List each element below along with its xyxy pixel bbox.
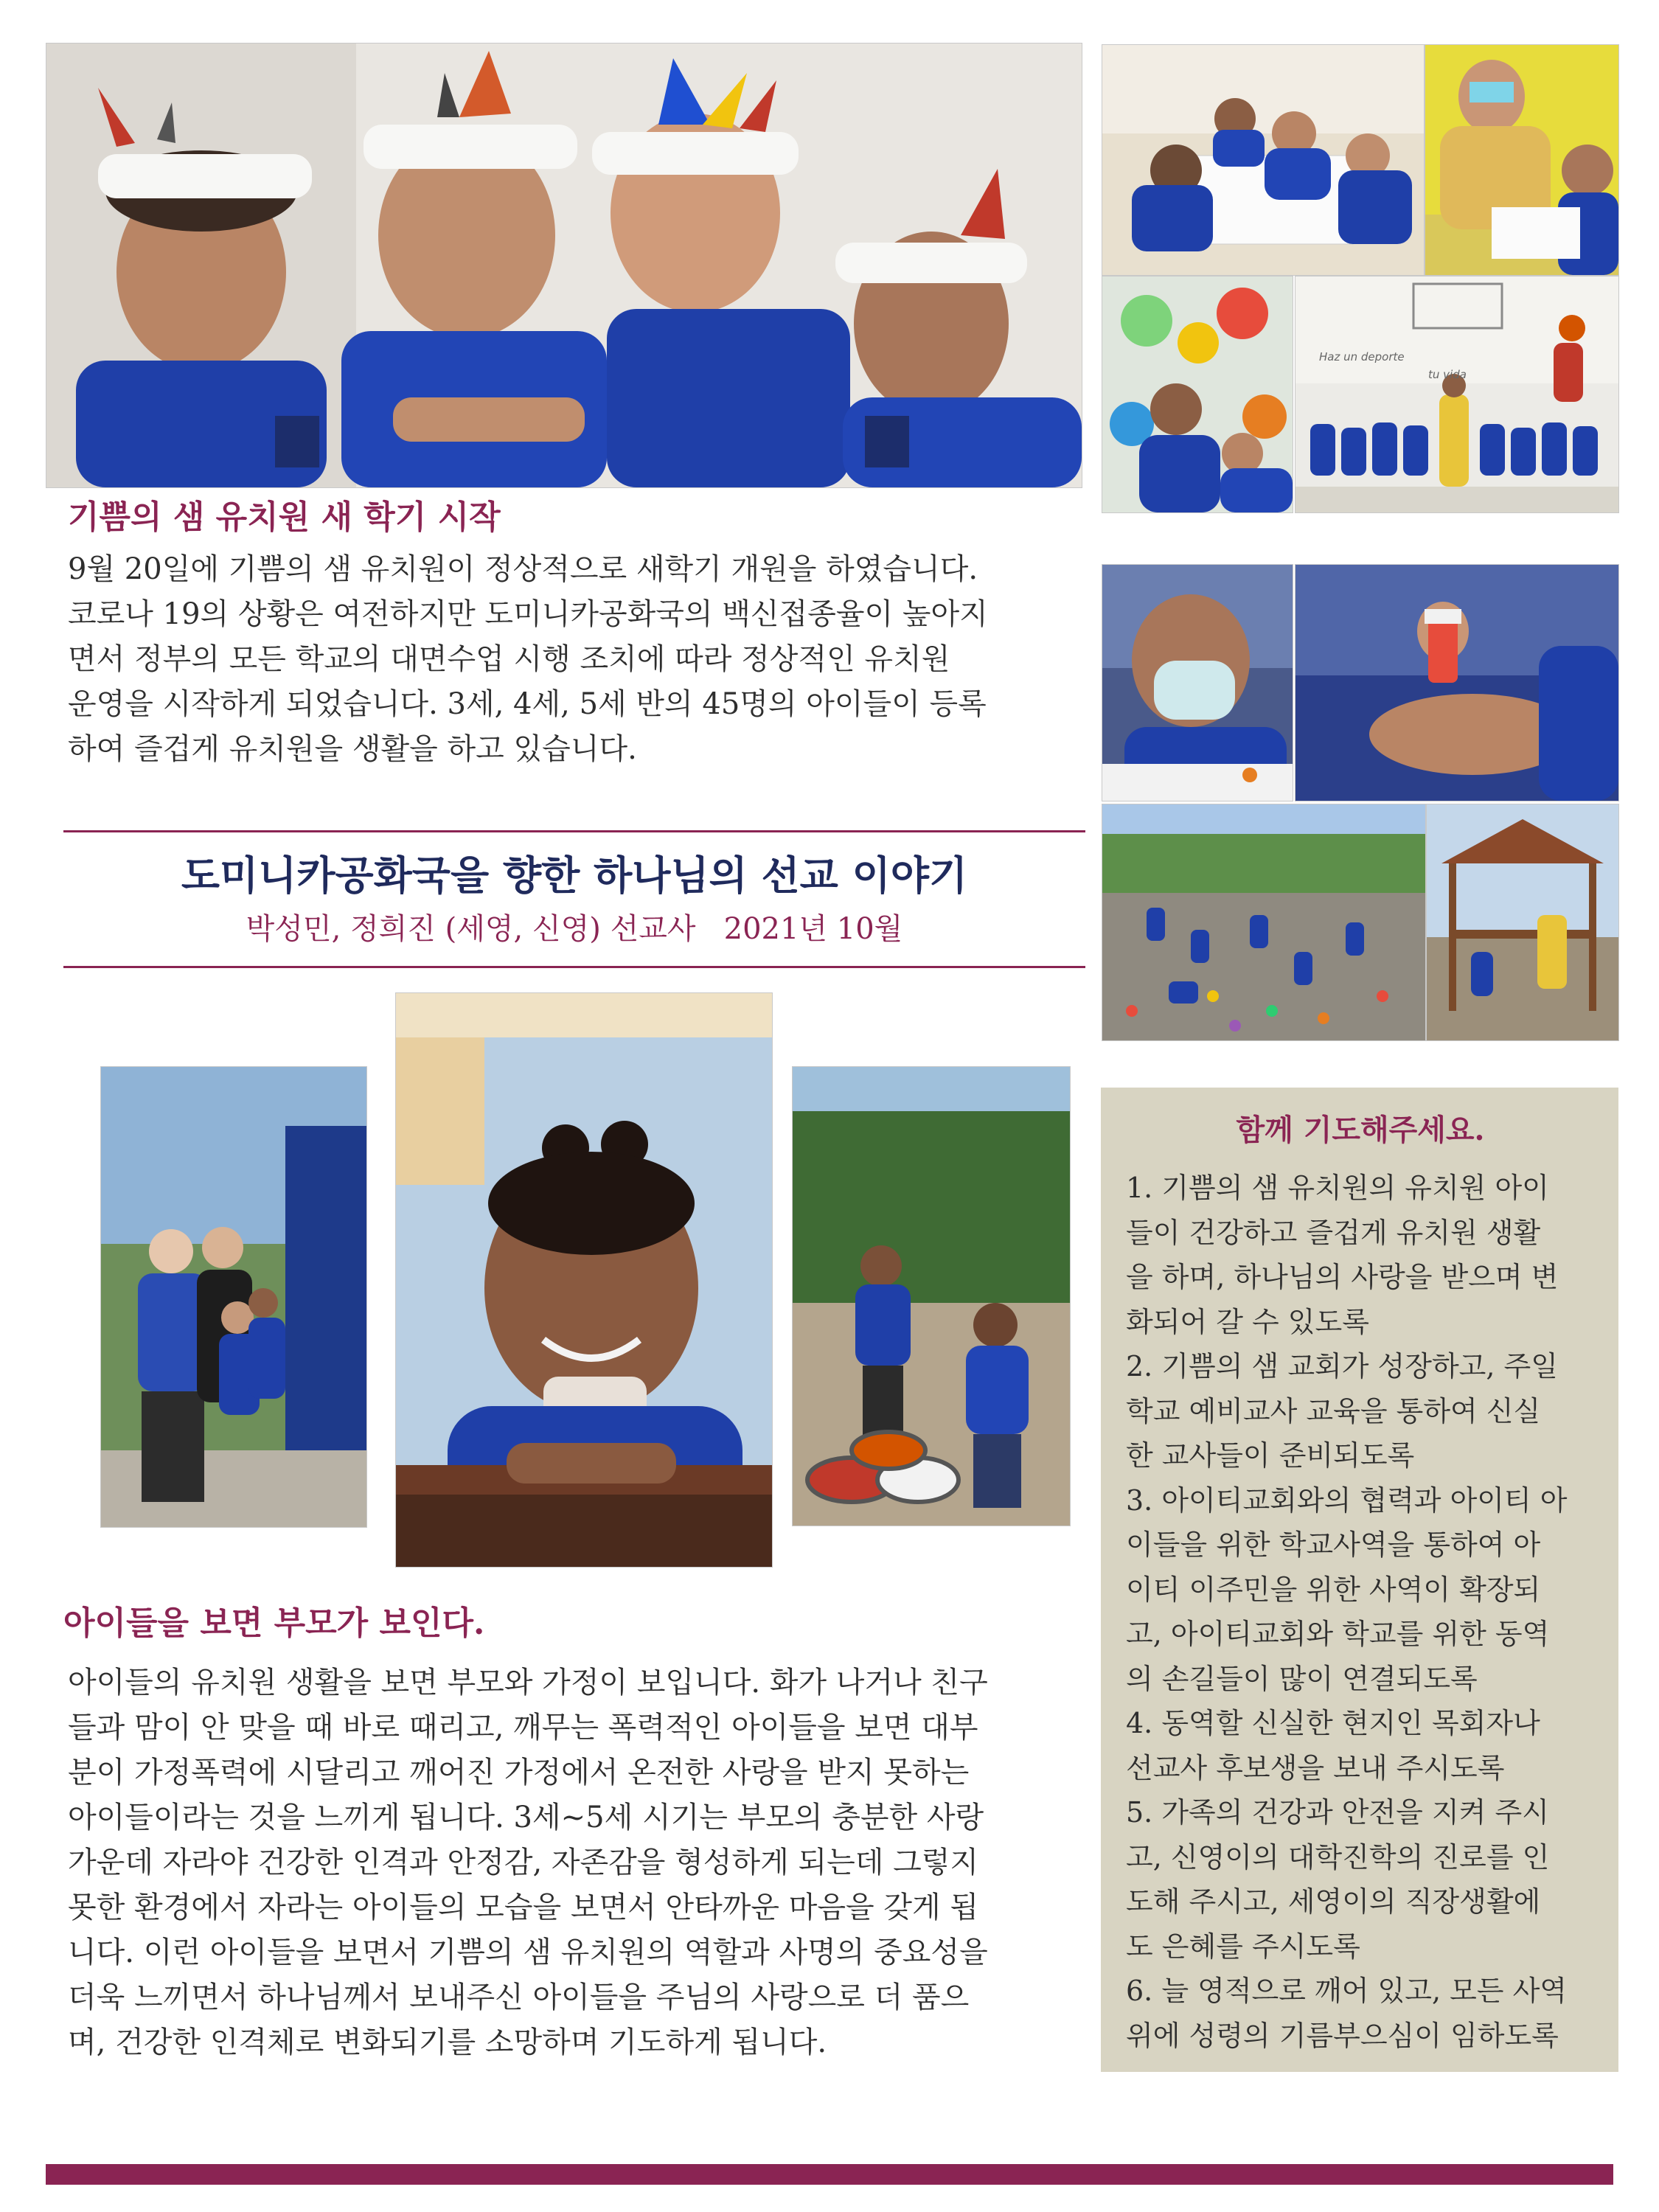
prayer-line: 이들을 위한 학교사역을 통하여 아 xyxy=(1126,1528,1541,1561)
prayer-line: 6. 늘 영적으로 깨어 있고, 모든 사역 xyxy=(1126,1975,1568,2007)
section1-line: 9월 20일에 기쁨의 샘 유치원이 정상적으로 새학기 개원을 하였습니다. xyxy=(68,552,978,586)
prayer-line: 4. 동역할 신실한 현지인 목회자나 xyxy=(1126,1707,1540,1739)
footer-accent-bar xyxy=(46,2164,1613,2185)
section1-body xyxy=(68,547,1085,772)
photo-kids-drawing-floor xyxy=(1102,44,1425,276)
prayer-line: 이티 이주민을 위한 사역이 확장되 xyxy=(1126,1573,1541,1606)
section1-line: 코로나 19의 상황은 여전하지만 도미니카공화국의 백신접종율이 높아지 xyxy=(68,597,988,631)
photo-playground-structure xyxy=(1426,804,1619,1041)
section2-heading: 아이들을 보면 부모가 보인다. xyxy=(63,1604,485,1642)
prayer-line: 고, 신영이의 대학진학의 진로를 인 xyxy=(1126,1840,1550,1874)
title-rule-bottom xyxy=(63,966,1085,968)
section1-line: 면서 정부의 모든 학교의 대면수업 시행 조치에 따라 정상적인 유치원 xyxy=(68,642,950,676)
prayer-line: 5. 가족의 건강과 안전을 지켜 주시 xyxy=(1126,1796,1549,1829)
photo-teachers-with-children xyxy=(100,1066,367,1528)
newsletter-byline: 박성민, 정희진 (세영, 신영) 선교사 2021년 10월 xyxy=(246,912,903,946)
prayer-line: 고, 아이티교회와 학교를 위한 동역 xyxy=(1126,1618,1550,1650)
wall-sign-line2: tu vida xyxy=(1428,368,1467,381)
photo-boy-mask-coloring xyxy=(1102,564,1293,801)
prayer-line: 들이 건강하고 즐겁게 유치원 생활 xyxy=(1126,1216,1541,1249)
section2-line: 아이들의 유치원 생활을 보면 부모와 가정이 보입니다. 화가 나거나 친구 xyxy=(68,1666,988,1700)
wall-sign-line1: Haz un deporte xyxy=(1319,350,1405,364)
prayer-line: 도해 주시고, 세영이의 직장생활에 xyxy=(1126,1885,1541,1918)
photo-class-lineup-wall-mural xyxy=(1295,276,1619,513)
section2-line: 들과 맘이 안 맞을 때 바로 때리고, 깨무는 폭력적인 아이들을 보면 대부 xyxy=(68,1711,978,1745)
section1-line: 하여 즐겁게 유치원을 생활을 하고 있습니다. xyxy=(68,732,637,766)
prayer-line: 학교 예비교사 교육을 통하여 신실 xyxy=(1126,1394,1541,1427)
section1-heading: 기쁨의 샘 유치원 새 학기 시작 xyxy=(68,498,501,536)
prayer-line: 1. 기쁨의 샘 유치원의 유치원 아이 xyxy=(1126,1172,1549,1204)
photo-playground-balls xyxy=(1102,804,1426,1041)
section2-line: 분이 가정폭력에 시달리고 깨어진 가정에서 온전한 사랑을 받지 못하는 xyxy=(68,1756,970,1790)
photo-painted-hands xyxy=(1102,276,1293,513)
prayer-line: 화되어 갈 수 있도록 xyxy=(1126,1305,1369,1338)
photo-teacher-helping-child xyxy=(1425,44,1619,276)
prayer-line: 을 하며, 하나님의 사랑을 받으며 변 xyxy=(1126,1261,1559,1293)
title-rule-top xyxy=(63,830,1085,832)
photo-girl-smiling-railing xyxy=(395,992,773,1568)
newsletter-title: 도미니카공화국을 향한 하나님의 선교 이야기 xyxy=(181,852,968,899)
prayer-line: 도 은혜를 주시도록 xyxy=(1126,1930,1360,1963)
section2-line: 아이들이라는 것을 느끼게 됩니다. 3세~5세 시기는 부모의 충분한 사랑 xyxy=(68,1801,984,1834)
section2-line: 더욱 느끼면서 하나님께서 보내주신 아이들을 주님의 사랑으로 더 품으 xyxy=(68,1980,970,2014)
prayer-list xyxy=(1126,1166,1595,2058)
prayer-box-title: 함께 기도해주세요. xyxy=(1236,1113,1485,1147)
section2-line: 못한 환경에서 자라는 아이들의 모습을 보면서 안타까운 마음을 갖게 됩 xyxy=(68,1891,978,1924)
prayer-request-box xyxy=(1101,1088,1618,2072)
section2-line: 니다. 이런 아이들을 보면서 기쁨의 샘 유치원의 역할과 사명의 중요성을 xyxy=(68,1935,988,1969)
prayer-line: 위에 성령의 기름부으심이 임하도록 xyxy=(1126,2019,1559,2052)
hero-photo-children-headbands xyxy=(46,43,1082,488)
section2-line: 며, 건강한 인격체로 변화되기를 소망하며 기도하게 됩니다. xyxy=(68,2025,827,2059)
prayer-line: 3. 아이티교회와의 협력과 아이티 아 xyxy=(1126,1484,1568,1517)
prayer-line: 한 교사들이 준비되도록 xyxy=(1126,1439,1415,1472)
photo-hand-stamp xyxy=(1295,564,1619,801)
prayer-line: 2. 기쁨의 샘 교회가 성장하고, 주일 xyxy=(1126,1350,1558,1382)
prayer-line: 선교사 후보생을 보내 주시도록 xyxy=(1126,1751,1505,1784)
prayer-line: 의 손길들이 많이 연결되도록 xyxy=(1126,1662,1478,1695)
section1-line: 운영을 시작하게 되었습니다. 3세, 4세, 5세 반의 45명의 아이들이 등록 xyxy=(68,687,987,721)
section2-line: 가운데 자라야 건강한 인격과 안정감, 자존감을 형성하게 되는데 그렇지 xyxy=(68,1846,978,1879)
section2-body xyxy=(68,1660,1085,2065)
photo-boys-on-tires xyxy=(792,1066,1071,1526)
